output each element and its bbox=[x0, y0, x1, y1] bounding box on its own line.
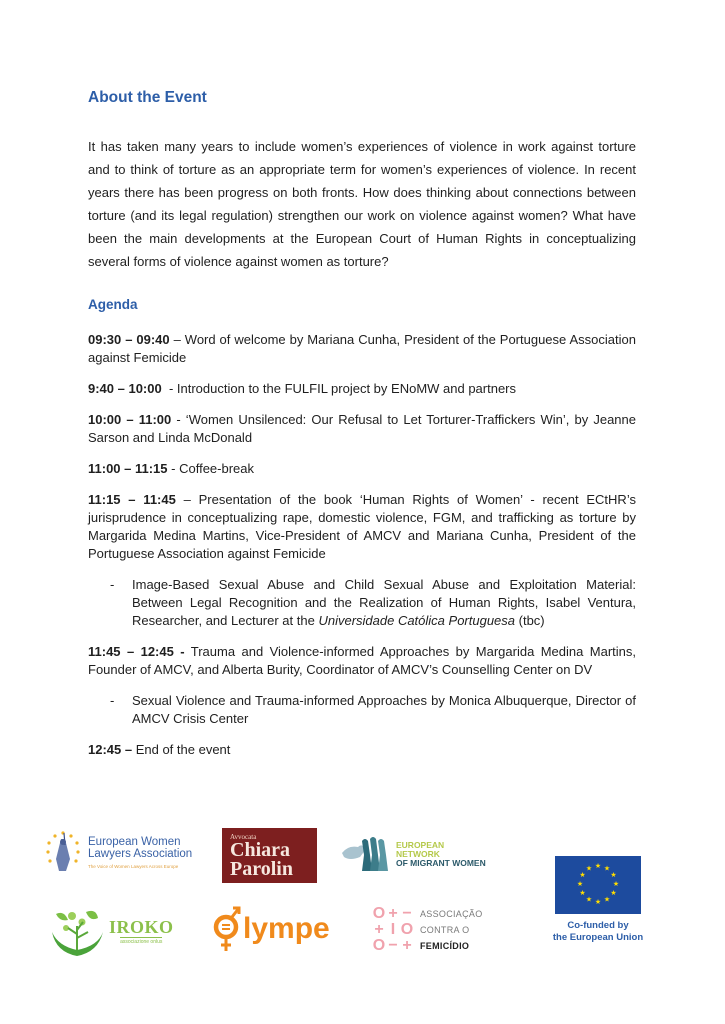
agenda-item bbox=[88, 380, 636, 398]
agenda-time: 11:15 – 11:45 bbox=[88, 492, 176, 507]
svg-text:★: ★ bbox=[579, 871, 586, 879]
agenda-sub-item bbox=[110, 692, 636, 728]
eu-flag-icon bbox=[555, 856, 641, 914]
amcv-symbol: O bbox=[372, 937, 386, 954]
eu-cofunded-logo bbox=[548, 856, 648, 946]
enomw-logo bbox=[340, 834, 490, 874]
agenda-item bbox=[88, 741, 636, 759]
agenda-time: 9:40 – 10:00 bbox=[88, 381, 162, 396]
eu-caption-line2: the European Union bbox=[552, 932, 644, 943]
agenda-text: Trauma and Violence-informed Approaches by Margarida Medina Martins, Founder of AMCV, and Alberta Burity, Coordinator of AMCV’s Counselling Center on DV bbox=[88, 644, 636, 677]
ewla-name-line1: European Women bbox=[88, 835, 181, 848]
chiara-title: Avvocata bbox=[230, 832, 257, 841]
agenda-item bbox=[88, 331, 636, 367]
svg-text:★: ★ bbox=[610, 889, 617, 897]
agenda-time: 11:45 – 12:45 - bbox=[88, 644, 185, 659]
svg-text:★: ★ bbox=[603, 864, 611, 873]
agenda-time: 12:45 – bbox=[88, 742, 133, 757]
amcv-symbol: + bbox=[374, 921, 384, 938]
amcv-symbol: + bbox=[402, 937, 412, 954]
agenda-text: – Word of welcome by Mariana Cunha, President of the Portuguese Association against Femicide bbox=[88, 332, 636, 365]
enomw-line1: EUROPEAN NETWORK bbox=[396, 839, 445, 859]
iroko-subtitle: associazione onlus bbox=[120, 939, 163, 945]
page-content bbox=[88, 88, 636, 772]
svg-text:★: ★ bbox=[603, 895, 611, 904]
ewla-emblem-icon bbox=[44, 829, 82, 875]
agenda-text: – Presentation of the book ‘Human Rights of Women’ - recent ECtHR’s jurisprudence in conceptualizing rape, domestic violence, FGM, and trafficking as torture by Margarida Medina Martins, Vice-President of AMCV and Mariana Cunha, President of the Portuguese Association against Femicide bbox=[88, 492, 636, 561]
amcv-symbol: + bbox=[388, 905, 398, 922]
agenda-text: - ‘Women Unsilenced: Our Refusal to Let Torturer-Traffickers Win’, by Jeanne Sarson and Linda McDonald bbox=[88, 412, 636, 445]
ewla-name-line2: Lawyers Association bbox=[88, 847, 193, 860]
sub-item-text-main: Image-Based Sexual Abuse and Child Sexual Abuse and Exploitation Material: Between Legal Recognition and the Realization of Human Rights, Isabel Ventura, Researcher, and Lecturer at the bbox=[132, 577, 636, 628]
agenda-item bbox=[88, 491, 636, 563]
agenda-time: 11:00 – 11:15 bbox=[88, 461, 168, 476]
iroko-name: IROKO bbox=[109, 917, 174, 937]
gender-symbol-icon bbox=[212, 903, 242, 955]
tree-hands-icon bbox=[50, 902, 105, 960]
ewla-logo bbox=[44, 826, 204, 878]
svg-text:★: ★ bbox=[594, 898, 602, 906]
ewla-tagline: The Voice of Women Lawyers Across Europe bbox=[88, 863, 179, 869]
sub-item-text bbox=[132, 576, 636, 630]
svg-text:★: ★ bbox=[585, 864, 593, 873]
amcv-symbols-icon bbox=[372, 906, 414, 954]
amcv-symbol: O bbox=[400, 921, 414, 938]
bullet-dash: - bbox=[110, 577, 115, 592]
svg-text:★: ★ bbox=[576, 880, 584, 888]
amcv-symbol: − bbox=[402, 905, 412, 922]
agenda-time: 10:00 – 11:00 bbox=[88, 412, 172, 427]
amcv-line3: FEMICÍDIO bbox=[420, 941, 470, 951]
agenda-title: Agenda bbox=[88, 297, 138, 312]
agenda-time: 09:30 – 09:40 bbox=[88, 332, 170, 347]
agenda-item bbox=[88, 411, 636, 447]
university-name: Universidade Católica Portuguesa bbox=[318, 613, 516, 628]
svg-text:★: ★ bbox=[612, 880, 620, 888]
agenda-item bbox=[88, 643, 636, 679]
agenda-text: - Introduction to the FULFIL project by ENoMW and partners bbox=[161, 381, 517, 396]
amcv-symbol: O bbox=[372, 905, 386, 922]
chiara-last-name: Parolin bbox=[230, 857, 293, 880]
sub-item-text-tail: (tbc) bbox=[515, 613, 545, 628]
about-title: About the Event bbox=[88, 89, 207, 106]
amcv-symbol: I bbox=[390, 921, 396, 938]
bullet-dash: - bbox=[110, 693, 115, 708]
agenda-sub-item bbox=[110, 576, 636, 630]
sub-item-text: Sexual Violence and Trauma-informed Approaches by Monica Albuquerque, Director of AMCV Crisis Center bbox=[132, 693, 636, 726]
women-silhouettes-icon bbox=[340, 835, 392, 873]
agenda-item bbox=[88, 460, 636, 478]
svg-text:★: ★ bbox=[594, 862, 602, 870]
amcv-line1: ASSOCIAÇÃO bbox=[420, 909, 483, 919]
agenda-text: - Coffee-break bbox=[167, 461, 254, 476]
olympe-name: lympe bbox=[243, 912, 330, 945]
enomw-line2: OF MIGRANT WOMEN bbox=[396, 857, 486, 868]
svg-text:★: ★ bbox=[579, 889, 586, 897]
chiara-first-name: Chiara bbox=[230, 838, 290, 861]
svg-text:★: ★ bbox=[585, 895, 593, 904]
amcv-line2: CONTRA O bbox=[420, 925, 470, 935]
eu-caption bbox=[553, 920, 643, 944]
eu-caption-line1: Co-funded by bbox=[567, 920, 629, 931]
agenda-text: End of the event bbox=[132, 742, 231, 757]
about-paragraph: It has taken many years to include women’s experiences of violence in work against torture and to think of torture as an appropriate term for women’s experiences of violence. In recent years there has been progress on both fronts. How does thinking about connections between torture (and its legal regulation) strengthen our work on violence against women? What have been the main developments at the European Court of Human Rights in conceptualizing several forms of violence against women as torture? bbox=[88, 139, 636, 269]
svg-text:★: ★ bbox=[610, 871, 617, 879]
amcv-symbol: − bbox=[388, 937, 398, 954]
iroko-logo bbox=[50, 900, 174, 962]
olympe-logo bbox=[212, 902, 357, 956]
amcv-logo bbox=[372, 904, 487, 956]
chiara-parolin-logo bbox=[222, 828, 317, 883]
